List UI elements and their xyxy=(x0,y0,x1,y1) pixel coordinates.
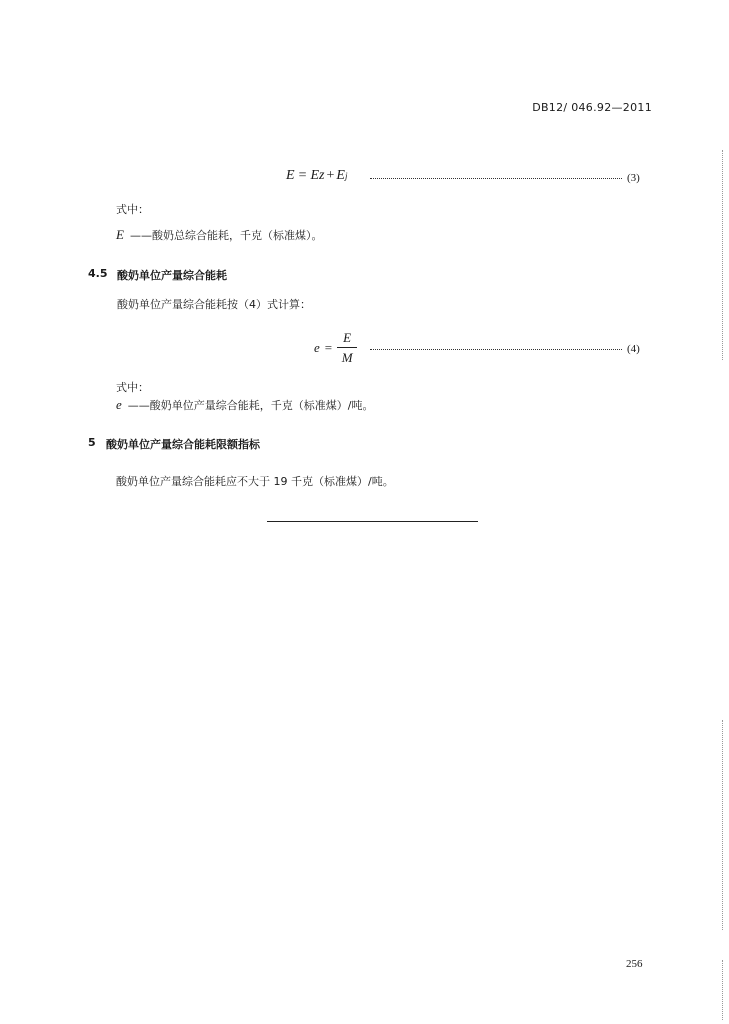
fraction-denominator: M xyxy=(341,350,353,365)
fraction-bar xyxy=(337,347,357,348)
definition-E xyxy=(116,227,322,243)
section-intro: 酸奶单位产量综合能耗按（4）式计算： xyxy=(117,298,311,311)
formula-4-equals: = xyxy=(324,339,333,355)
scan-edge-artifact xyxy=(722,150,723,360)
equation-number-4: (4) xyxy=(627,343,640,355)
where-label: 式中： xyxy=(116,381,149,394)
formula-4-lhs: e xyxy=(314,339,320,355)
scan-edge-artifact xyxy=(722,720,723,930)
leader-dots-4 xyxy=(370,349,622,350)
formula-3-lhs: E xyxy=(286,168,295,183)
formula-3-term2: E xyxy=(336,168,345,183)
scan-edge-artifact xyxy=(722,960,723,1020)
definition-text: ——酸奶单位产量综合能耗，千克（标准煤）/吨。 xyxy=(127,399,374,412)
formula-3-equals: = xyxy=(298,168,307,183)
end-of-document-rule xyxy=(267,521,478,522)
definition-symbol: e xyxy=(116,397,122,412)
section-title: 酸奶单位产量综合能耗 xyxy=(117,269,227,282)
equation-number-3: (3) xyxy=(627,172,640,184)
fraction-numerator: E xyxy=(343,330,352,345)
standard-code: DB12/ 046.92—2011 xyxy=(532,101,652,114)
formula-3-subscript: j xyxy=(344,171,348,181)
definition-symbol: E xyxy=(116,227,124,242)
section-number: 4.5 xyxy=(88,267,108,280)
formula-4 xyxy=(314,330,357,365)
formula-3-term1: Ez xyxy=(310,168,325,183)
section-number: 5 xyxy=(88,436,96,449)
section-text: 酸奶单位产量综合能耗应不大于 19 千克（标准煤）/吨。 xyxy=(116,475,394,488)
page-number: 256 xyxy=(626,958,643,970)
leader-dots-3 xyxy=(370,178,622,179)
where-label: 式中： xyxy=(116,203,149,216)
definition-e xyxy=(116,397,374,413)
formula-3 xyxy=(286,168,347,184)
definition-text: ——酸奶总综合能耗，千克（标准煤）。 xyxy=(129,229,323,242)
formula-3-plus: + xyxy=(326,168,335,183)
formula-4-fraction xyxy=(337,330,357,365)
section-title: 酸奶单位产量综合能耗限额指标 xyxy=(106,438,260,451)
